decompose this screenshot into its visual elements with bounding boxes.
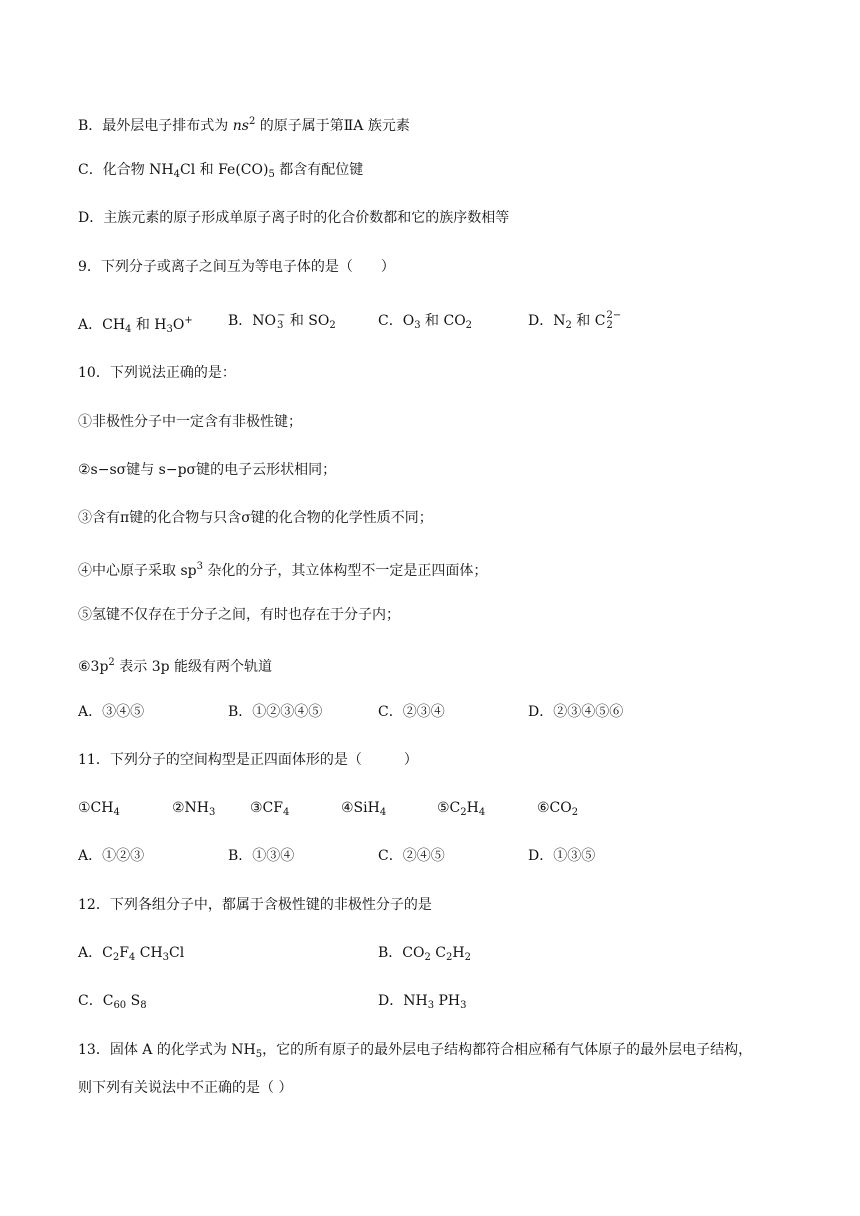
q9-option-b: B．NO − 3 和 $SO_2$	[228, 310, 336, 331]
q8-option-d: D．主族元素的原子形成单原子离子时的化合价数都和它的族序数相等	[78, 210, 510, 226]
q12-option-d: D．$NH_3$ $PH_3$	[378, 993, 467, 1011]
q12-option-c: C．$C_{60}$ $S_8$	[78, 993, 147, 1011]
q12-stem: 12．下列各组分子中，都属于含极性键的非极性分子的是	[78, 897, 432, 913]
q10-option-c: C．②③④	[378, 704, 445, 720]
q11-option-b: B．①③④	[228, 848, 295, 864]
q10-option-d: D．②③④⑤⑥	[528, 704, 624, 720]
q11-stem: 11．下列分子的空间构型是正四面体形的是（ ）	[78, 752, 418, 768]
q10-option-a: A．③④⑤	[78, 704, 145, 720]
q11-molecule-4: ④SiH$_4$	[341, 800, 387, 818]
q10-statement-6: $⑥3p^2$ 表示 3p 能级有两个轨道	[78, 657, 273, 675]
q11-molecule-2: $②NH_3$	[172, 800, 216, 818]
q10-statement-4: ④中心原子采取 $sp^3$ 杂化的分子，其立体构型不一定是正四面体；	[78, 561, 488, 579]
q11-option-a: A．①②③	[78, 848, 145, 864]
q11-option-d: D．①③⑤	[528, 848, 596, 864]
q12-option-a: A．$C_2F_4$ $CH_3Cl$	[78, 945, 185, 963]
q9-stem: 9．下列分子或离子之间互为等电子体的是（ ）	[78, 259, 395, 275]
q10-stem: 10．下列说法正确的是：	[78, 365, 236, 381]
q13-stem-line-1: 13．固体 A 的化学式为 $NH_5$，它的所有原子的最外层电子结构都符合相应稀有气体原子的最外层电子结构，	[78, 1042, 753, 1060]
q9-option-d: D．$N_2$ 和 C 2− 2	[528, 310, 622, 331]
q9-option-c: C．$O_3$ 和 $CO_2$	[378, 313, 473, 331]
q11-molecule-1: $①CH_4$	[78, 800, 120, 818]
q10-option-b: B．①②③④⑤	[228, 704, 323, 720]
q10-statement-3: ③含有π键的化合物与只含σ键的化合物的化学性质不同；	[78, 510, 433, 526]
q11-molecule-3: $③CF_4$	[250, 800, 290, 818]
q9-option-a: A．$CH_4$ 和 $H_3O^+$	[78, 315, 193, 335]
q11-molecule-6: $⑥CO_2$	[537, 800, 579, 818]
q10-statement-5: ⑤氢键不仅存在于分子之间，有时也存在于分子内；	[78, 607, 400, 623]
q11-option-c: C．②④⑤	[378, 848, 445, 864]
q12-option-b: B．$CO_2$ $C_2H_2$	[378, 945, 471, 963]
q11-molecule-5: $⑤C_2H_4$	[437, 800, 486, 818]
q10-statement-2: ②s−sσ键与 s−pσ键的电子云形状相同；	[78, 462, 337, 478]
q13-stem-line-2: 则下列有关说法中不正确的是（ ）	[78, 1080, 293, 1096]
q8-option-c: C．化合物 $NH_4Cl$ 和 $Fe(CO)_5$ 都含有配位键	[78, 162, 364, 180]
q8-option-b: B．最外层电子排布式为 $ns^2$ 的原子属于第ⅡA 族元素	[78, 116, 410, 134]
q10-statement-1: ①非极性分子中一定含有非极性键；	[78, 414, 302, 430]
